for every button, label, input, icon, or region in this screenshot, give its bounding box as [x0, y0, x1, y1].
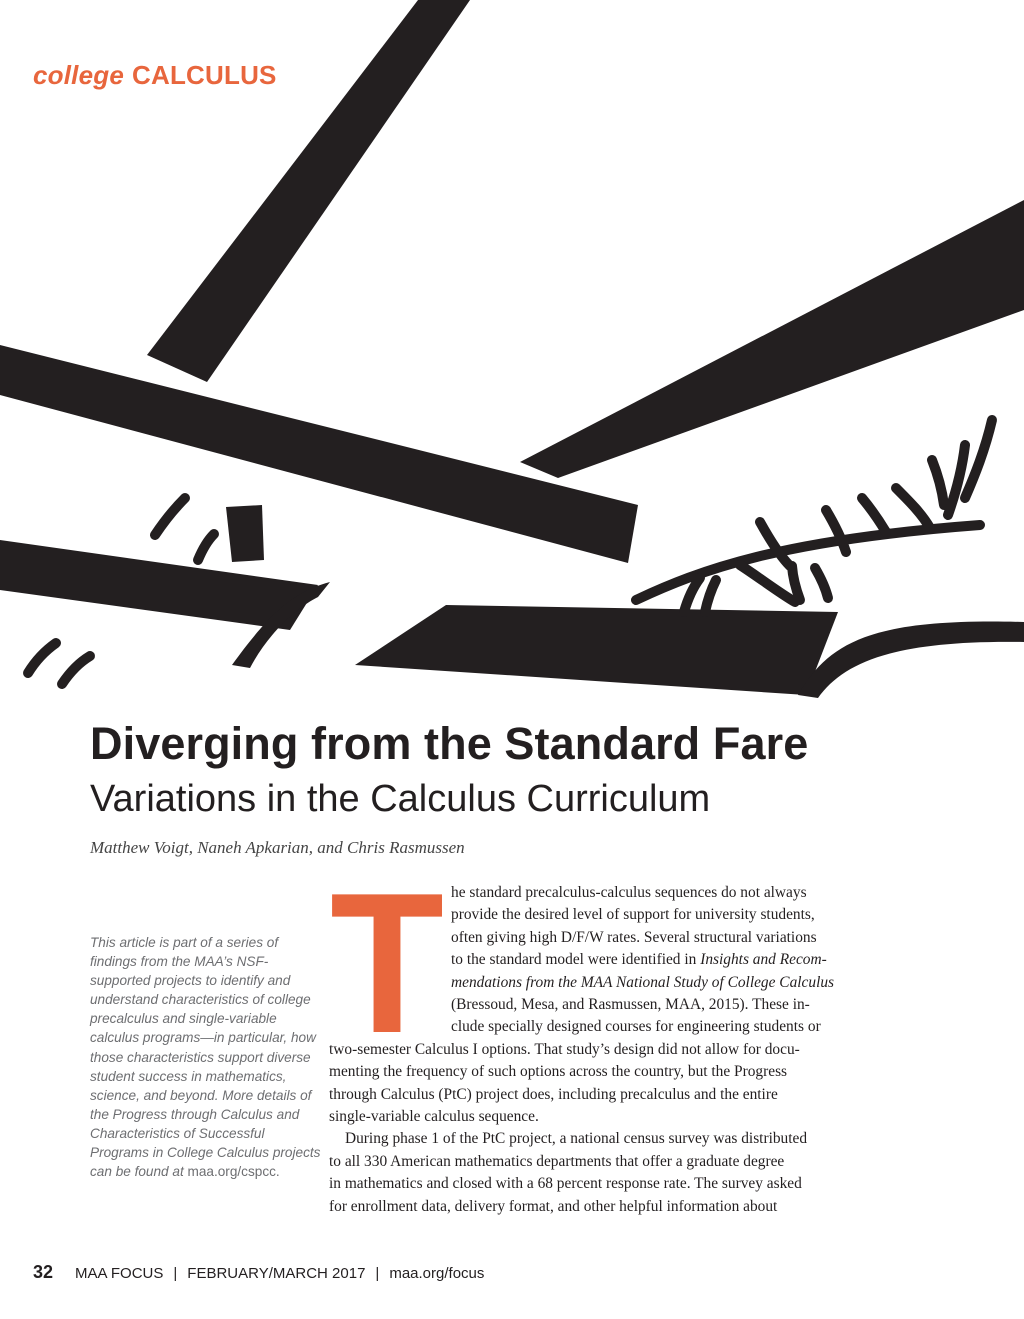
beam-right-lip — [798, 622, 1024, 698]
article-title: Diverging from the Standard Fare — [90, 718, 809, 769]
body-line: (Bressoud, Mesa, and Rasmussen, MAA, 2015). These in- — [451, 996, 810, 1014]
body-line: clude specially designed courses for engineering students or — [451, 1018, 821, 1036]
beam-lower-right — [355, 605, 838, 695]
footer-url[interactable]: maa.org/focus — [389, 1265, 485, 1282]
body-line: he standard precalculus-calculus sequences do not always — [451, 884, 807, 901]
section-label-college: college — [33, 60, 124, 90]
sidebar-text: This article is part of a series of findings from the MAA’s NSF-supported projects to identify and understand characteristics of college precalculus and single-variable calculus programs—in particular, how those characteristics support diverse student success in mathematics, science, and beyond. More details of the Progress through Calculus and Characteristics of Successful Programs in College Calculus projects can be found at — [90, 935, 321, 1180]
body-line: single-variable calculus sequence. — [329, 1108, 539, 1126]
body-line: During phase 1 of the PtC project, a national census survey was distributed — [345, 1130, 808, 1148]
body-line-start: to the standard model were identified in — [451, 951, 697, 969]
sidebar-link[interactable]: maa.org/cspcc. — [187, 1164, 280, 1180]
beam-top-diagonal — [147, 0, 470, 382]
issue-date: FEBRUARY/MARCH 2017 — [187, 1265, 366, 1282]
footer-divider: | — [375, 1265, 380, 1282]
footer-divider: | — [173, 1265, 178, 1282]
page-number: 32 — [33, 1262, 54, 1282]
publication-name: MAA FOCUS — [75, 1265, 164, 1282]
beam-lower-left — [0, 540, 318, 630]
section-label-calculus: CALCULUS — [132, 60, 277, 90]
body-line: for enrollment data, delivery format, and other helpful information about — [329, 1197, 778, 1215]
beam-right-diagonal — [520, 200, 1024, 478]
drop-cap-letter: T — [330, 886, 444, 1034]
sidebar-note — [90, 933, 322, 1181]
body-line: in mathematics and closed with a 68 percent response rate. The survey asked — [329, 1175, 802, 1193]
body-line: menting the frequency of such options across the country, but the Progress — [329, 1063, 788, 1081]
beam-small-block — [226, 505, 264, 562]
article-body — [329, 882, 899, 1218]
page-footer — [33, 1262, 484, 1283]
body-line: often giving high D/F/W rates. Several structural variations — [451, 928, 817, 946]
book-title-cont: mendations from the MAA National Study of College Calculus — [451, 973, 835, 991]
article-subtitle: Variations in the Calculus Curriculum — [90, 778, 711, 820]
body-line: two-semester Calculus I options. That study’s design did not allow for docu- — [329, 1040, 800, 1058]
body-line: to all 330 American mathematics departments that offer a graduate degree — [329, 1152, 785, 1170]
article-authors: Matthew Voigt, Naneh Apkarian, and Chris Rasmussen — [90, 838, 465, 857]
body-line — [329, 949, 899, 971]
book-title: Insights and Recom- — [700, 951, 827, 969]
body-line: through Calculus (PtC) project does, including precalculus and the entire — [329, 1085, 778, 1103]
body-line — [329, 972, 899, 994]
body-line: provide the desired level of support for university students, — [451, 906, 815, 924]
